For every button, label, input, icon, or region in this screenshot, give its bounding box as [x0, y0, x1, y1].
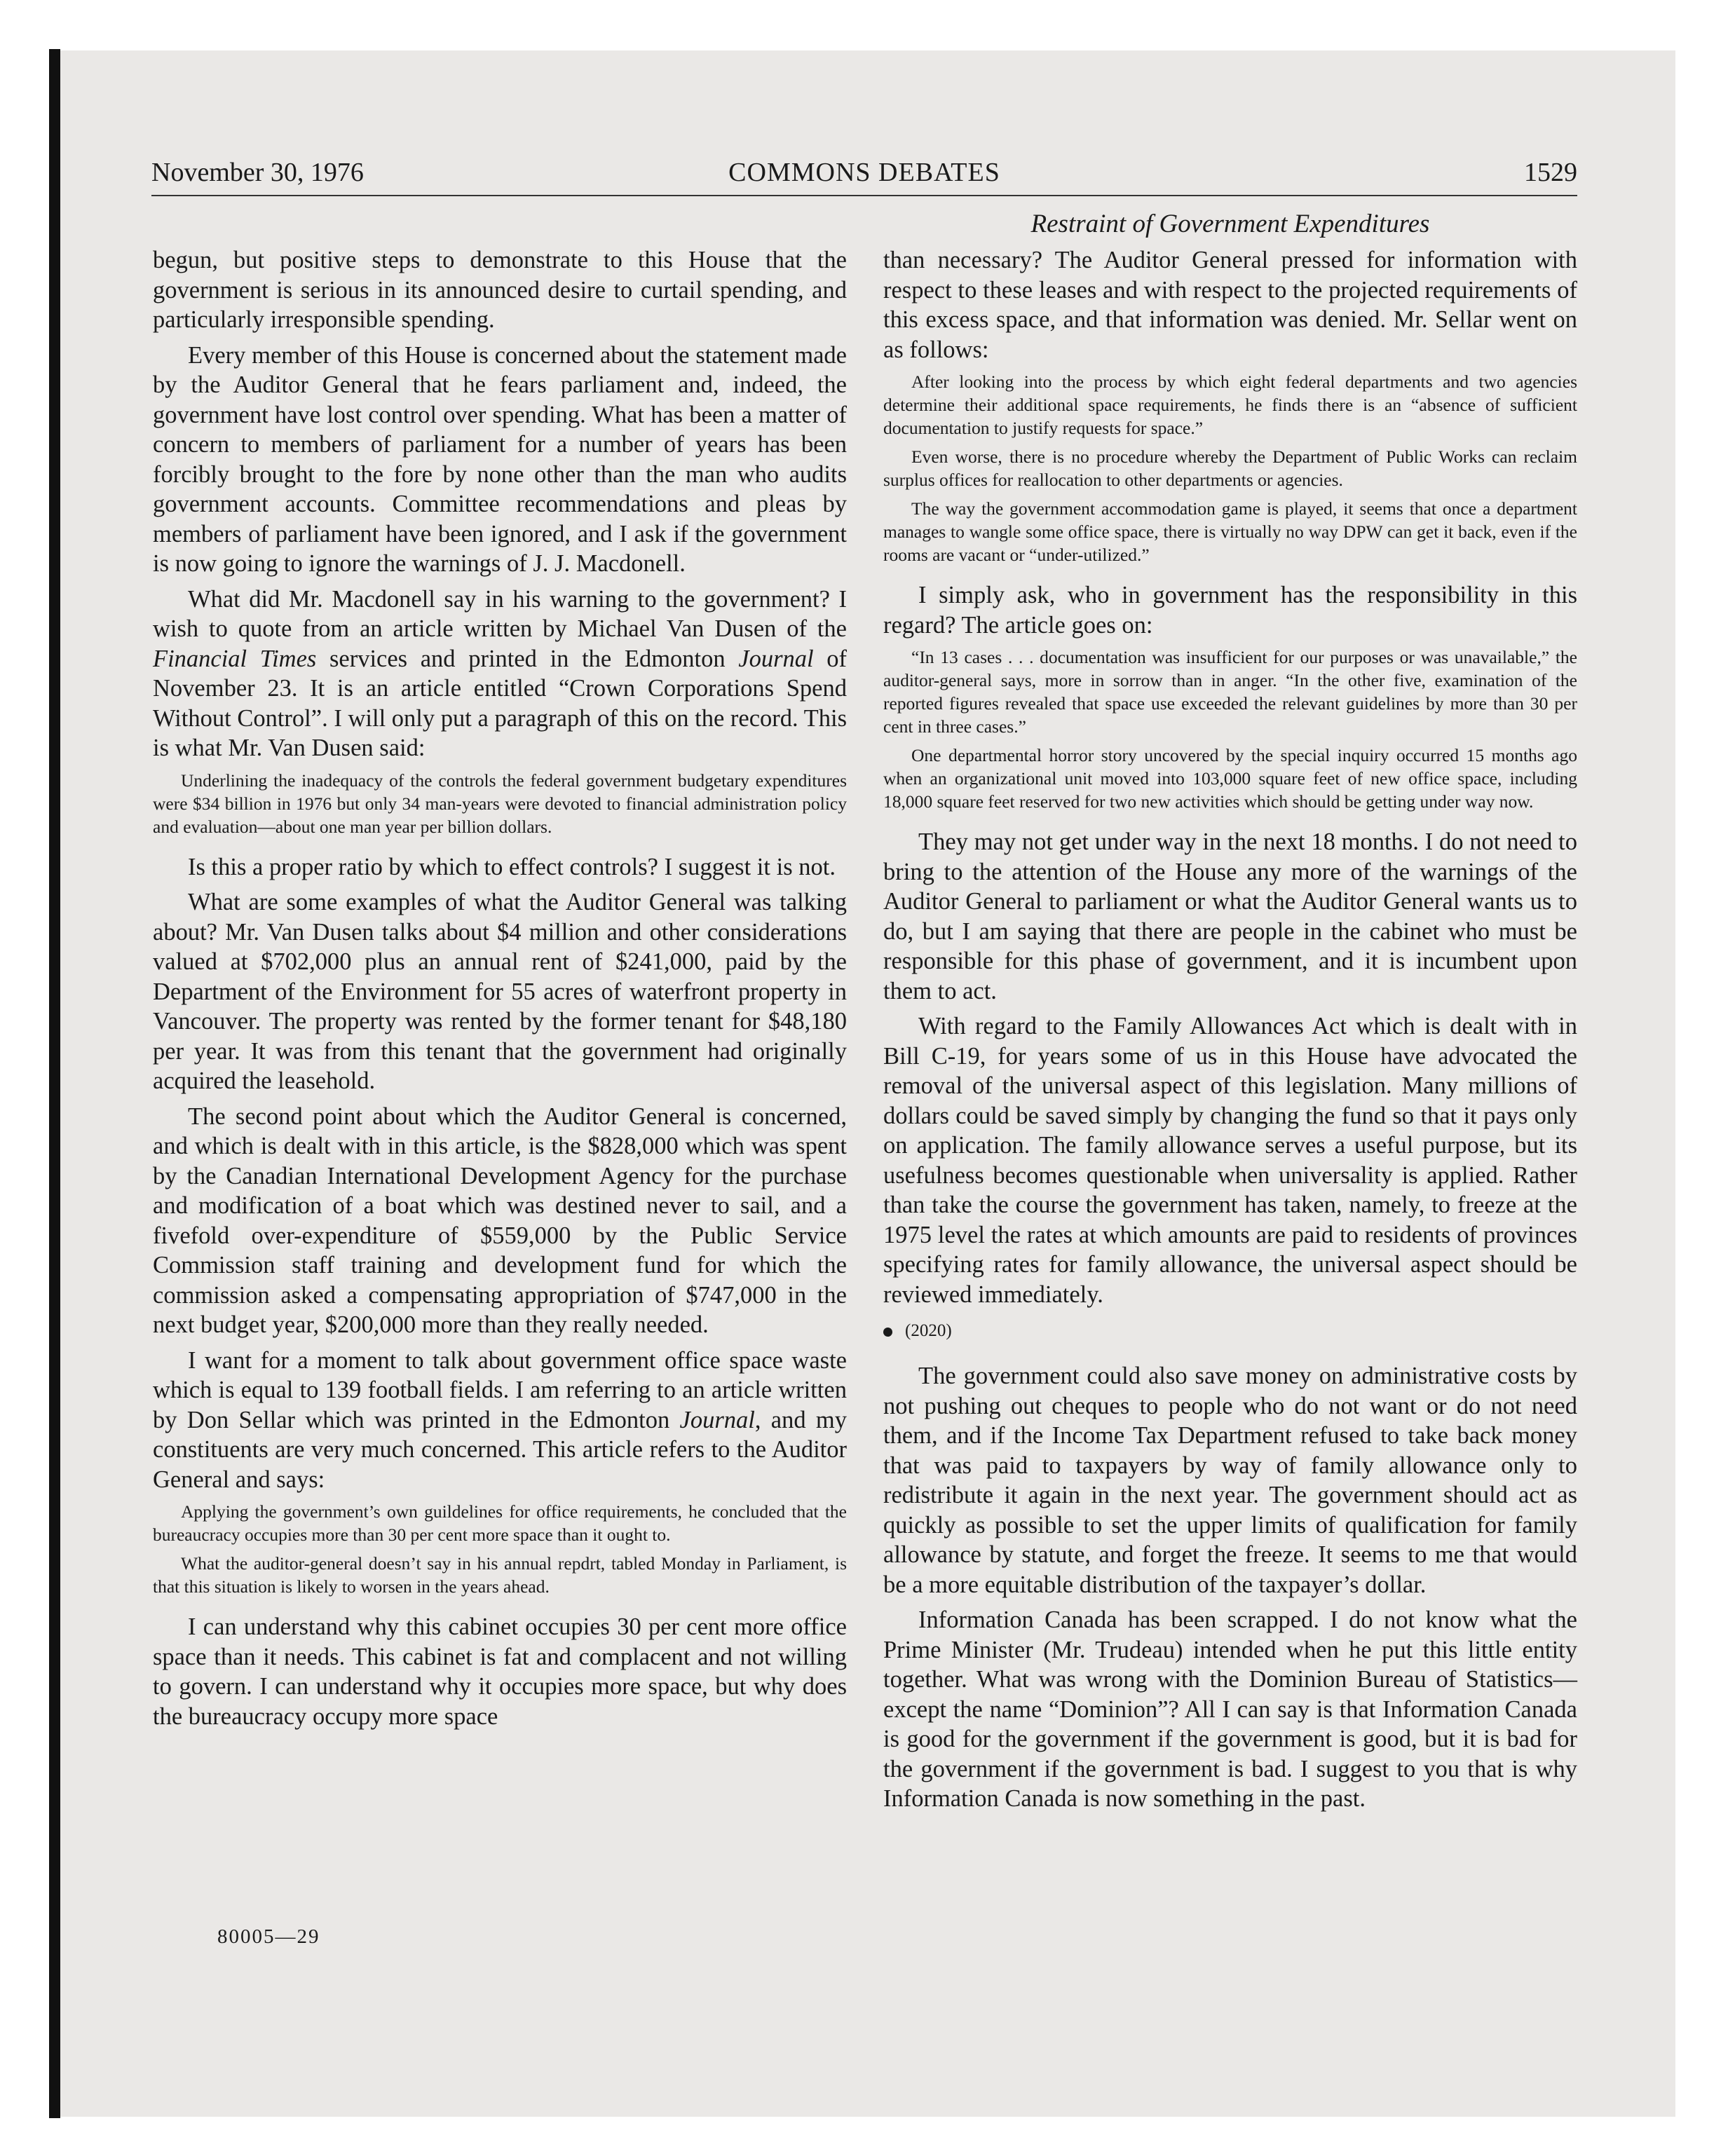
time-marker — [883, 1319, 1577, 1343]
block-quote: Underlining the inadequacy of the controls the federal government budgetary expenditures were $34 billion in 1976 but only 34 man-years were devoted to financial administration policy and evaluation—about one man year per billion dollars. — [153, 770, 847, 837]
block-quote: What the auditor-general doesn’t say in his annual repdrt, tabled Monday in Parliament, is that this situation is likely to worsen in the years ahead. — [153, 1553, 847, 1597]
paragraph: Information Canada has been scrapped. I do not know what the Prime Minister (Mr. Trudeau) intended when he put this little entity together. What was wrong with the Dominion Bureau of Statistics—except the name “Dominion”? All I can say is that Information Canada is good for the government if the government is good, but it is bad for the government if the government is bad. I suggest to you that is why Information Canada is now something in the past. — [883, 1606, 1577, 1812]
paragraph: I want for a moment to talk about government office space waste which is equal to 139 football fields. I am referring to an article written by Don Sellar which was printed in the Edmonton Journal, and my constituents are very much concerned. This article refers to the Auditor General and says: — [153, 1346, 847, 1493]
page-header — [151, 156, 1577, 196]
publication-title: Journal — [679, 1406, 755, 1433]
paragraph: I can understand why this cabinet occupies 30 per cent more office space than it needs. This cabinet is fat and complacent and not willing to govern. I can understand why it occupies more space, but why does the bureaucracy occupy more space — [153, 1613, 847, 1730]
paragraph: The second point about which the Auditor General is concerned, and which is dealt with in this article, is the $828,000 which was spent by the Canadian International Development Agency for the purchase and modification of a boat which was destined never to sail, and a fivefold over-expenditure of $559,000 by the Public Service Commission staff training and development fund for which the commission asked a compensating appropriation of $747,000 in the next budget year, $200,000 more than they really needed. — [153, 1103, 847, 1338]
paragraph: Every member of this House is concerned about the statement made by the Auditor General that he fears parliament and, indeed, the government have lost control over spending. What has been a matter of concern to members of parliament for a number of years has been forcibly brought to the fore by none other than the man who audits government accounts. Committee recommendations and pleas by members of parliament have been ignored, and I ask if the government is now going to ignore the warnings of J. J. Macdonell. — [153, 341, 847, 577]
paragraph: What did Mr. Macdonell say in his warning to the government? I wish to quote from an article written by Michael Van Dusen of the Financial Times services and printed in the Edmonton Journal of November 23. It is an article entitled “Crown Corporations Spend Without Control”. I will only put a paragraph of this on the record. This is what Mr. Van Dusen said: — [153, 585, 847, 761]
paragraph: than necessary? The Auditor General pressed for information with respect to these leases and with respect to the projected requirements of this excess space, and that information was denied. Mr. Sellar went on as follows: — [883, 247, 1577, 363]
block-quote: “In 13 cases . . . documentation was insufficient for our purposes or was unavailable,” the auditor-general says, more in sorrow than in anger. “In the other five, examination of the reported figures revealed that space use exceeded the relevant guidelines by more than 30 per cent in three cases.” — [883, 647, 1577, 737]
section-heading: Restraint of Government Expenditures — [1030, 210, 1430, 238]
block-quote: After looking into the process by which eight federal departments and two agencies determine their additional space requirements, he finds there is an “absence of sufficient documentation to justify requests for space.” — [883, 371, 1577, 438]
publication-title: Financial Times — [153, 645, 317, 672]
bullet-icon — [883, 1328, 892, 1337]
scan-edge — [49, 49, 60, 2118]
header-title: COMMONS DEBATES — [728, 158, 1000, 187]
block-quote: The way the government accommodation game is played, it seems that once a department manages to wangle some office space, there is virtually no way DPW can get it back, even if the rooms are vacant or “under-utilized.” — [883, 498, 1577, 565]
header-date: November 30, 1976 — [151, 158, 364, 187]
paragraph: Is this a proper ratio by which to effect controls? I suggest it is not. — [188, 853, 836, 880]
time-marker-text: (2020) — [905, 1321, 952, 1340]
header-page-number: 1529 — [1524, 158, 1577, 187]
paragraph: The government could also save money on administrative costs by not pushing out cheques to people who do not want or do not need them, and if the Income Tax Department refused to take back money that was paid to taxpayers by way of family allowance only to redistribute it again in the next year. The government should act as quickly as possible to set the upper limits of qualification for family allowance by statute, and forget the freeze. It seems to me that would be a more equitable distribution of the taxpayer’s dollar. — [883, 1363, 1577, 1598]
block-quote: One departmental horror story uncovered by the special inquiry occurred 15 months ago when an organizational unit moved into 103,000 square feet of new office space, including 18,000 square feet reserved for two new activities which should be getting under way now. — [883, 745, 1577, 812]
paragraph: I simply ask, who in government has the responsibility in this regard? The article goes on: — [883, 582, 1577, 639]
publication-title: Journal — [738, 645, 814, 672]
paragraph: begun, but positive steps to demonstrate to this House that the government is serious in its announced desire to curtail spending, and particularly irresponsible spending. — [153, 247, 847, 333]
paragraph: They may not get under way in the next 18 months. I do not need to bring to the attention of the House any more of the warnings of the Auditor General to parliament or what the Auditor General wants us to do, but I am saying that there are people in the cabinet who must be responsible for this phase of government, and it is incumbent upon them to act. — [883, 828, 1577, 1004]
left-column — [153, 245, 847, 1737]
block-quote: Applying the government’s own guildelines for office requirements, he concluded that the bureaucracy occupies more than 30 per cent more space than it ought to. — [153, 1501, 847, 1545]
paragraph: What are some examples of what the Auditor General was talking about? Mr. Van Dusen talks about $4 million and other considerations valued at $702,000 plus an annual rent of $241,000, paid by the Department of the Environment for 55 acres of waterfront property in Vancouver. The property was rented by the former tenant for $48,180 per year. It was from this tenant that the government had originally acquired the leasehold. — [153, 889, 847, 1094]
right-column — [883, 245, 1577, 1820]
print-code: 80005—29 — [217, 1925, 320, 1948]
block-quote: Even worse, there is no procedure whereby the Department of Public Works can reclaim surplus offices for reallocation to other departments or agencies. — [883, 446, 1577, 490]
paragraph: With regard to the Family Allowances Act which is dealt with in Bill C-19, for years some of us in this House have advocated the removal of the universal aspect of this legislation. Many millions of dollars could be saved simply by changing the fund so that it pays only on application. The family allowance serves a useful purpose, but its usefulness becomes questionable when universality is applied. Rather than take the course the government has taken, namely, to freeze at the 1975 level the rates at which amounts are paid to residents of provinces specifying rates for family allowance, the universal aspect should be reviewed immediately. — [883, 1013, 1577, 1308]
